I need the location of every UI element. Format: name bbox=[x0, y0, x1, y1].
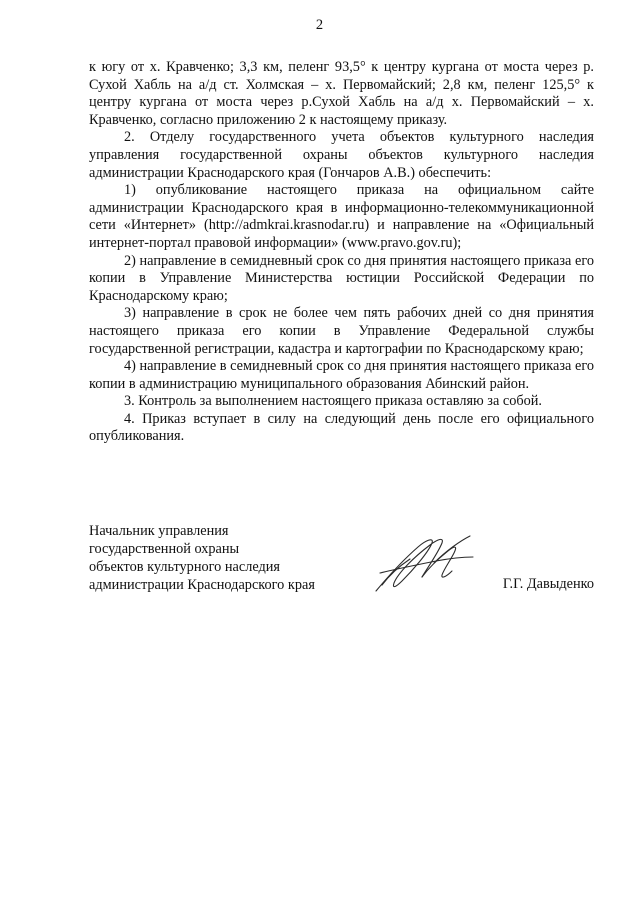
paragraph-item-4: 4. Приказ вступает в силу на следующий день после его официального опубликования. bbox=[89, 410, 594, 445]
page-number: 2 bbox=[315, 17, 324, 33]
signatory-title-line: объектов культурного наследия bbox=[89, 559, 280, 575]
signatory-title-line: администрации Краснодарского края bbox=[89, 577, 315, 593]
paragraph-continuation: к югу от х. Кравченко; 3,3 км, пеленг 93,5° к центру кургана от моста через р. Сухой Хабль на а/д ст. Холмская – х. Первомайский; 2,8 км, пеленг 125,5° к центру кургана от моста через р.Сухой Хабль на а/д х. Первомайский – х. Кравченко, согласно приложению 2 к настоящему приказу. bbox=[89, 59, 594, 128]
paragraph-item-2-3: 3) направление в срок не более чем пять рабочих дней со дня принятия настоящего приказа его копии в Управление Федеральной службы государственной регистрации, кадастра и картографии по Краснодарскому краю; bbox=[89, 305, 594, 357]
paragraph-item-2-4: 4) направление в семидневный срок со дня принятия настоящего приказа его копии в администрацию муниципального образования Абинский район. bbox=[89, 358, 594, 392]
signer-name: Г.Г. Давыденко bbox=[502, 576, 594, 592]
paragraph-item-2-2: 2) направление в семидневный срок со дня принятия настоящего приказа его копии в Управление Министерства юстиции Российской Федерации по Краснодарскому краю; bbox=[89, 252, 594, 304]
signatory-title-line: государственной охраны bbox=[89, 541, 240, 557]
signature-strokes bbox=[376, 536, 473, 591]
paragraph-item-3: 3. Контроль за выполнением настоящего приказа оставляю за собой. bbox=[124, 393, 543, 410]
document-body bbox=[89, 59, 594, 446]
handwritten-signature bbox=[372, 533, 477, 595]
signatory-title bbox=[89, 522, 389, 594]
paragraph-item-2-1: 1) опубликование настоящего приказа на официальном сайте администрации Краснодарского края в информационно-телекоммуникационной сети «Интернет» (http://admkrai.krasnodar.ru) и направление на «Официальный интернет-портал правовой информации» (www.pravo.gov.ru); bbox=[89, 182, 594, 251]
signatory-title-line: Начальник управления bbox=[89, 523, 229, 539]
paragraph-item-2: 2. Отделу государственного учета объектов культурного наследия управления государственной охраны объектов культурного наследия администрации Краснодарского края (Гончаров А.В.) обеспечить: bbox=[89, 129, 594, 181]
